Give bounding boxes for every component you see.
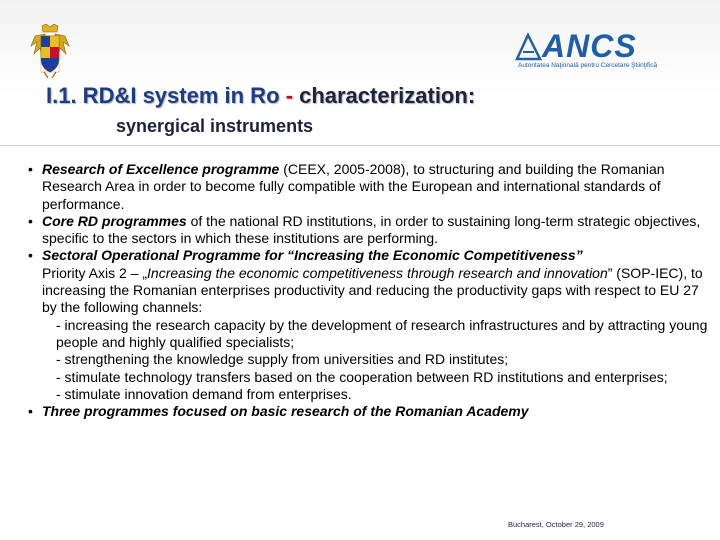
channel-item: - stimulate technology transfers based on the cooperation between RD institutions and enterprises; (56, 368, 668, 385)
ancs-logo-mark-icon (514, 32, 544, 62)
bullet-core-rd (28, 213, 708, 248)
title-separator: - (279, 83, 300, 108)
header-divider (0, 145, 720, 146)
ancs-logo (514, 30, 690, 74)
page-subtitle: synergical instruments (116, 116, 314, 136)
bullet-list (28, 161, 708, 420)
channel-item: - increasing the research capacity by the development of research infrastructures and by attracting young people and highly qualified specialists; (56, 316, 708, 350)
title-main: I.1. RD&I system in Ro (46, 83, 280, 108)
title-colon: : (467, 83, 476, 108)
axis-italic: Increasing the economic competitiveness through research and innovation (147, 264, 608, 281)
bullet-sop-iec-axis (42, 265, 708, 317)
bullet-dot-icon: • (28, 247, 33, 264)
bullet-sop-iec (28, 247, 708, 403)
page-title (46, 83, 475, 109)
ancs-logo-tagline: Autoritatea Naţională pentru Cercetare Ştiinţifică (518, 62, 658, 69)
bullet-ceex-text: (CEEX, 2005-2008), to structuring and building the Romanian Research Area in order to become fully compatible with the European and international standards of performance. (42, 161, 665, 212)
channel-item: - stimulate innovation demand from enterprises. (56, 385, 352, 402)
bullet-ceex-title: Research of Excellence programme (42, 161, 280, 177)
axis-suffix: ” (SOP-IEC), to increasing the Romanian enterprises productivity and reducing the productivity gaps with respect to EU 27 by the following channels: (42, 264, 703, 316)
bullet-core-rd-text: of the national RD institutions, in order to sustaining long-term strategic objectives, specific to the sectors in which these institutions are performing. (42, 212, 701, 247)
bullet-core-rd-title: Core RD programmes (42, 212, 187, 229)
ancs-logo-word: ANCS (542, 28, 637, 64)
axis-prefix: Priority Axis 2 – „ (42, 264, 148, 281)
channel-item: - strengthening the knowledge supply from universities and RD institutes; (56, 351, 509, 368)
bullet-dot-icon: • (28, 212, 33, 229)
bullet-academy-title: Three programmes focused on basic research of the Romanian Academy (42, 403, 529, 420)
footer-date: Bucharest, October 29, 2009 (508, 520, 604, 529)
bullet-ceex (28, 161, 708, 213)
bullet-sop-iec-title: Sectoral Operational Programme for “Increasing the Economic Competitiveness” (42, 247, 583, 264)
bullet-academy (28, 403, 708, 420)
title-characterization: characterization (299, 83, 468, 108)
romanian-coat-of-arms-icon (30, 24, 70, 78)
bullet-dot-icon: • (28, 161, 33, 177)
bullet-dot-icon: • (28, 403, 33, 420)
